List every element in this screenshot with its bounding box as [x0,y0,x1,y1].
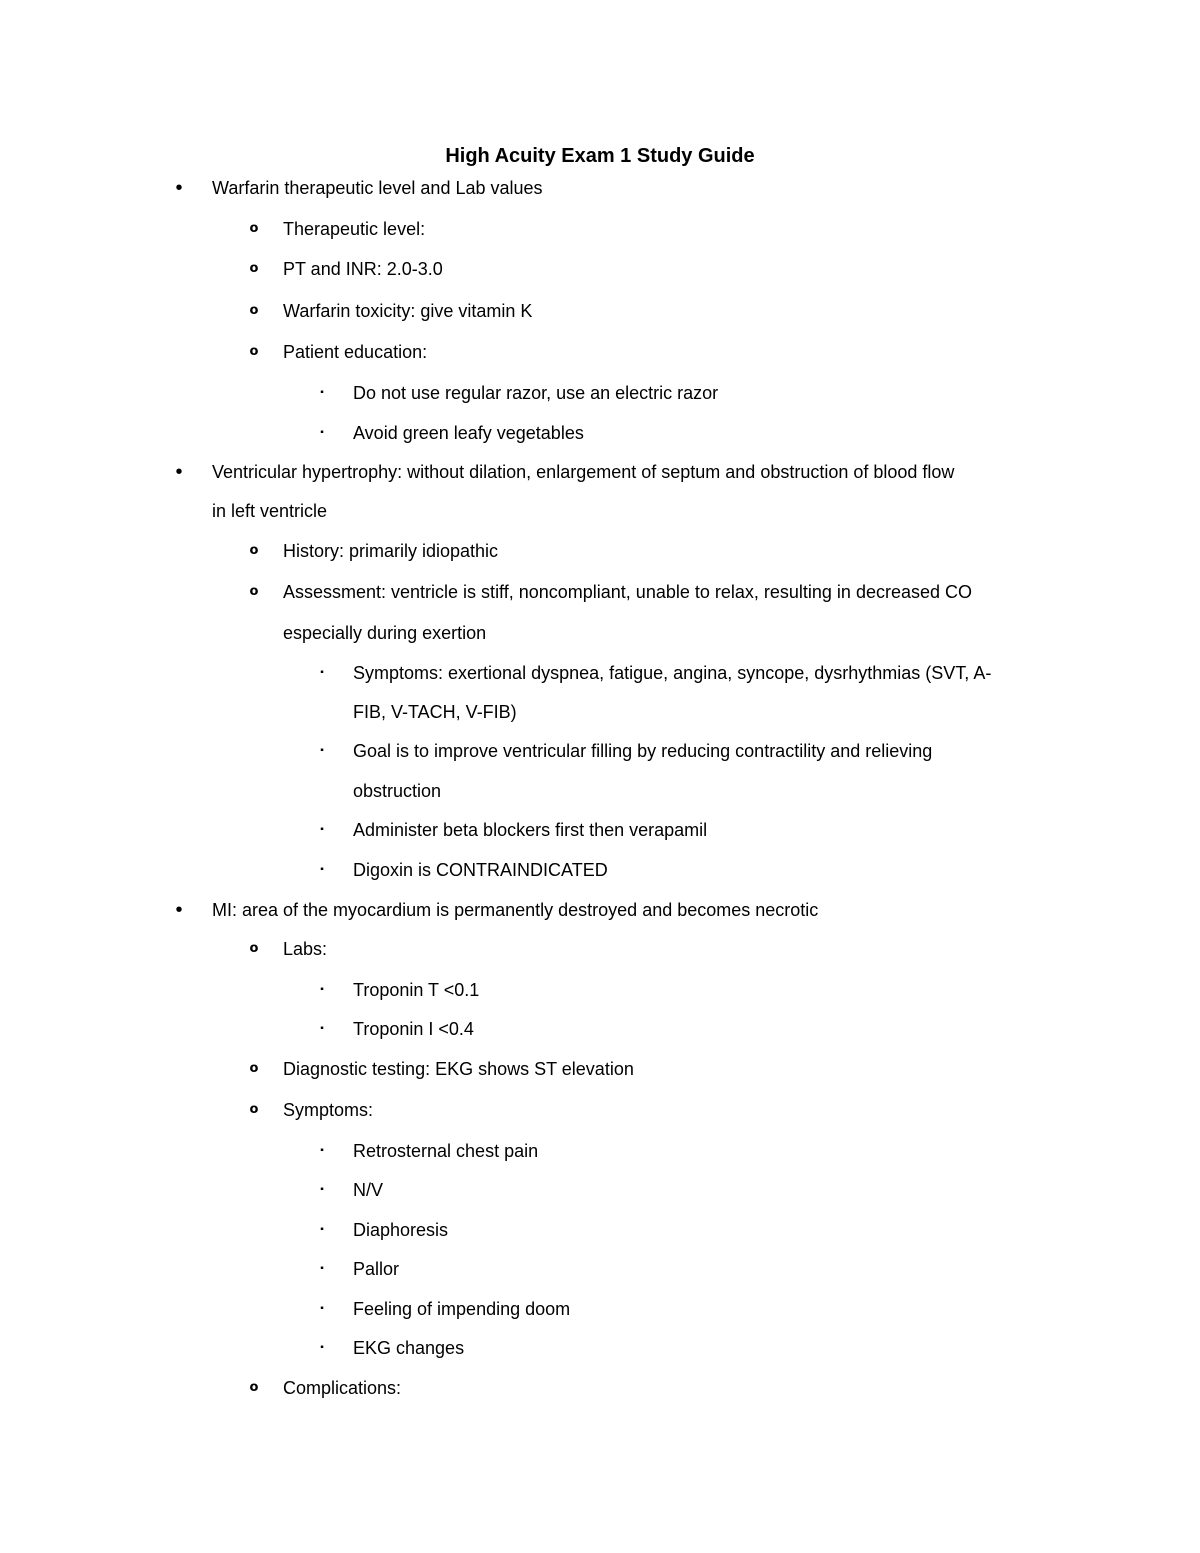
square-bullet-icon: ▪ [320,984,324,995]
list-item-text: History: primarily idiopathic [283,541,499,561]
list-item-text: FIB, V-TACH, V-FIB) [353,702,517,722]
document-title: High Acuity Exam 1 Study Guide [445,145,755,167]
list-item-text: Symptoms: [283,1100,374,1120]
square-bullet-icon: ▪ [320,745,324,756]
list-item-text: EKG changes [353,1338,465,1358]
list-item-text: Therapeutic level: [283,219,426,239]
list-item-text: Feeling of impending doom [353,1299,571,1319]
list-item-text: Complications: [283,1378,402,1398]
list-item-text: in left ventricle [212,501,328,521]
bullet-icon: • [175,899,183,921]
list-item-text: Ventricular hypertrophy: without dilation, enlargement of septum and obstruction of blood flow [212,462,955,482]
square-bullet-icon: ▪ [320,824,324,835]
square-bullet-icon: ▪ [320,427,324,438]
list-item-text: Troponin T <0.1 [353,980,480,1000]
list-item-text: Goal is to improve ventricular filling by reducing contractility and relieving [353,741,933,761]
circle-bullet-icon: o [249,584,259,599]
square-bullet-icon: ▪ [320,667,324,678]
square-bullet-icon: ▪ [320,1224,324,1235]
list-item-text: N/V [353,1180,384,1200]
square-bullet-icon: ▪ [320,1342,324,1353]
square-bullet-icon: ▪ [320,1303,324,1314]
circle-bullet-icon: o [249,941,259,956]
list-item-text: Troponin I <0.4 [353,1019,474,1039]
circle-bullet-icon: o [249,1380,259,1395]
list-item-text: Diagnostic testing: EKG shows ST elevation [283,1059,634,1079]
square-bullet-icon: ▪ [320,387,324,398]
bullet-icon: • [175,177,183,199]
list-item-text: Diaphoresis [353,1220,449,1240]
list-item-text: Assessment: ventricle is stiff, noncompliant, unable to relax, resulting in decreased CO [283,582,973,602]
list-item-text: Administer beta blockers first then verapamil [353,820,708,840]
circle-bullet-icon: o [249,344,259,359]
circle-bullet-icon: o [249,303,259,318]
square-bullet-icon: ▪ [320,864,324,875]
list-item-text: Patient education: [283,342,428,362]
list-item-text: Avoid green leafy vegetables [353,423,584,443]
circle-bullet-icon: o [249,543,259,558]
list-item-text: Pallor [353,1259,400,1279]
list-item-text: obstruction [353,781,442,801]
square-bullet-icon: ▪ [320,1023,324,1034]
square-bullet-icon: ▪ [320,1263,324,1274]
list-item-text: Warfarin toxicity: give vitamin K [283,301,533,321]
square-bullet-icon: ▪ [320,1145,324,1156]
circle-bullet-icon: o [249,1061,259,1076]
list-item-text: Labs: [283,939,328,959]
list-item-text: Warfarin therapeutic level and Lab values [212,178,543,198]
circle-bullet-icon: o [249,221,259,236]
circle-bullet-icon: o [249,261,259,276]
list-item-text: Retrosternal chest pain [353,1141,539,1161]
circle-bullet-icon: o [249,1102,259,1117]
list-item-text: Symptoms: exertional dyspnea, fatigue, angina, syncope, dysrhythmias (SVT, A- [353,663,992,683]
list-item-text: especially during exertion [283,623,487,643]
list-item-text: PT and INR: 2.0-3.0 [283,259,443,279]
list-item-text: Digoxin is CONTRAINDICATED [353,860,608,880]
bullet-icon: • [175,461,183,483]
square-bullet-icon: ▪ [320,1184,324,1195]
list-item-text: Do not use regular razor, use an electric razor [353,383,719,403]
list-item-text: MI: area of the myocardium is permanently destroyed and becomes necrotic [212,900,819,920]
